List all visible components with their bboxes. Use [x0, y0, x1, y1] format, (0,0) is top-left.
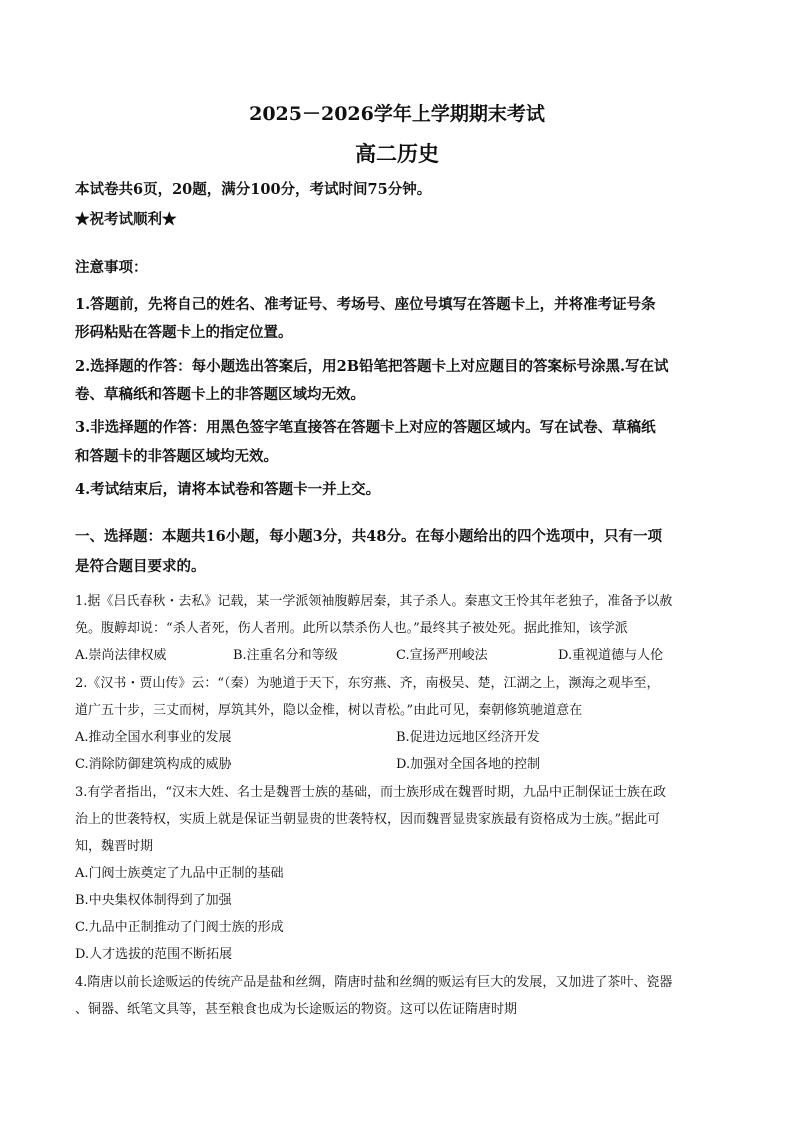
notes-heading: 注意事项： [75, 259, 148, 276]
question-2-option-d: D.加强对全国各地的控制 [396, 757, 541, 772]
question-1-option-c: C.宣扬严刑峻法 [396, 648, 488, 663]
question-2-line-1: 2.《汉书・贾山传》云：“（秦）为驰道于天下，东穷燕、齐，南极吴、楚，江湖之上，濒海之观毕至， [75, 676, 660, 691]
question-1-option-a: A.崇尚法律权威 [75, 648, 167, 663]
exam-title: 2025－2026学年上学期期末考试 [249, 103, 545, 125]
question-2-line-2: 道广五十步，三丈而树，厚筑其外，隐以金椎，树以青松。”由此可见，秦朝修筑驰道意在 [75, 703, 583, 718]
question-1-option-b: B.注重名分和等级 [233, 648, 338, 663]
question-2-option-c: C.消除防御建筑构成的威胁 [75, 757, 232, 772]
question-4-line-2: 、铜器、纸笔文具等，甚至粮食也成为长途贩运的物资。这可以佐证隋唐时期 [75, 1002, 518, 1017]
good-luck-wish: ★祝考试顺利★ [75, 211, 177, 228]
note-3-line-1: 3.非选择题的作答：用黑色签字笔直接答在答题卡上对应的答题区域内。写在试卷、草稿纸 [75, 419, 656, 436]
exam-info: 本试卷共6页，20题，满分100分，考试时间75分钟。 [75, 181, 432, 198]
note-2-line-2: 卷、草稿纸和答题卡上的非答题区域均无效。 [75, 386, 365, 403]
note-2-line-1: 2.选择题的作答：每小题选出答案后，用2B铅笔把答题卡上对应题目的答案标号涂黑.写在试 [75, 358, 669, 375]
section-1-heading-line-1: 一、选择题：本题共16小题，每小题3分，共48分。在每小题给出的四个选项中，只有一项 [75, 528, 662, 545]
note-3-line-2: 和答题卡的非答题区域均无效。 [75, 448, 278, 465]
note-1-line-2: 形码粘贴在答题卡上的指定位置。 [75, 324, 293, 341]
question-3-option-b: B.中央集权体制得到了加强 [75, 893, 232, 908]
subject-title: 高二历史 [355, 141, 439, 166]
question-2-option-a: A.推动全国水利事业的发展 [75, 730, 232, 745]
question-3-line-1: 3.有学者指出，“汉末大姓、名士是魏晋士族的基础，而士族形成在魏晋时期，九品中正制保证士族在政 [75, 785, 667, 800]
question-1-line-1: 1.据《吕氏春秋・去私》记载，某一学派领袖腹䵍居秦，其子杀人。秦惠文王怜其年老独子，准备予以赦 [75, 594, 673, 609]
note-1-line-1: 1.答题前，先将自己的姓名、准考证号、考场号、座位号填写在答题卡上，并将准考证号条 [75, 296, 656, 313]
question-3-option-d: D.人才选拔的范围不断拓展 [75, 947, 233, 962]
question-1-line-2: 免。腹䵍却说：“杀人者死，伤人者刑。此所以禁杀伤人也。”最终其子被处死。据此推知，该学派 [75, 621, 628, 636]
question-1-option-d: D.重视道德与人伦 [558, 648, 664, 663]
question-4-line-1: 4.隋唐以前长途贩运的传统产品是盐和丝绸，隋唐时盐和丝绸的贩运有巨大的发展，又加进了茶叶、瓷器 [75, 975, 673, 990]
question-2-option-b: B.促进边远地区经济开发 [396, 730, 540, 745]
question-3-option-a: A.门阀士族奠定了九品中正制的基础 [75, 866, 284, 881]
question-3-line-3: 知，魏晋时期 [75, 839, 154, 854]
question-3-option-c: C.九品中正制推动了门阀士族的形成 [75, 920, 284, 935]
question-3-line-2: 治上的世袭特权，实质上就是保证当朝显贵的世袭特权，因而魏晋显贵家族最有资格成为士族。”据此可 [75, 812, 661, 827]
section-1-heading-line-2: 是符合题目要求的。 [75, 558, 206, 575]
note-4: 4.考试结束后，请将本试卷和答题卡一并上交。 [75, 481, 381, 498]
